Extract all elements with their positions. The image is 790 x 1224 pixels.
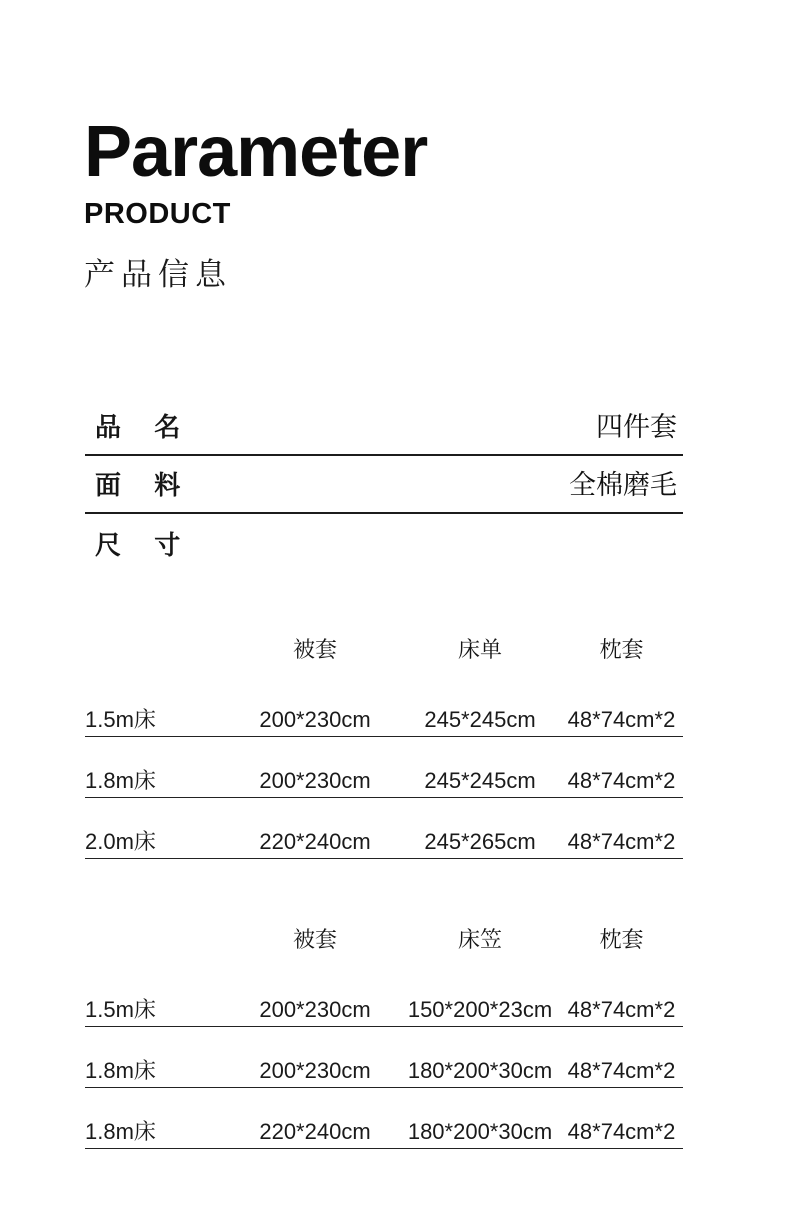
table-row [85,1088,683,1149]
fitted-sheet-size: 180*200*30cm [407,1058,553,1083]
info-label: 品 名 [95,412,181,442]
column-header-duvet-cover: 被套 [292,637,337,662]
row-label: 1.8m床 [85,768,156,793]
row-label: 1.8m床 [85,1119,156,1144]
table-row [85,954,683,1027]
page-title: Parameter [84,112,428,192]
info-row-fabric [85,456,683,514]
duvet-cover-size: 200*230cm [259,1058,371,1083]
fitted-sheet-size: 150*200*23cm [407,997,553,1022]
pillowcase-size: 48*74cm*2 [567,768,676,793]
pillowcase-size: 48*74cm*2 [567,997,676,1022]
info-value: 全棉磨毛 [569,470,677,500]
bed-sheet-size: 245*245cm [424,707,536,732]
pillowcase-size: 48*74cm*2 [567,1119,676,1144]
column-header-bed-sheet: 床单 [457,637,502,662]
heading-block [84,112,428,294]
pillowcase-size: 48*74cm*2 [567,829,676,854]
pillowcase-size: 48*74cm*2 [567,707,676,732]
row-label: 1.5m床 [85,997,156,1022]
product-info-table [85,402,683,562]
row-label: 2.0m床 [85,829,156,854]
row-label: 1.8m床 [85,1058,156,1083]
bed-sheet-size: 245*245cm [424,768,536,793]
table-row [85,798,683,859]
info-row-product-name [85,402,683,456]
column-header-duvet-cover: 被套 [292,927,337,952]
table-row [85,1027,683,1088]
duvet-cover-size: 200*230cm [259,768,371,793]
info-label: 面 料 [95,470,181,500]
info-label: 尺 寸 [95,530,181,560]
duvet-cover-size: 220*240cm [259,1119,371,1144]
table-row [85,664,683,737]
size-table-header [85,926,683,954]
info-value: 四件套 [596,412,677,442]
size-table-fitted-sheet [85,926,683,1149]
column-header-pillowcase: 枕套 [599,637,644,662]
duvet-cover-size: 200*230cm [259,997,371,1022]
duvet-cover-size: 220*240cm [259,829,371,854]
bed-sheet-size: 245*265cm [424,829,536,854]
column-header-fitted-sheet: 床笠 [457,927,502,952]
duvet-cover-size: 200*230cm [259,707,371,732]
page-subtitle-chinese: 产品信息 [84,257,232,292]
pillowcase-size: 48*74cm*2 [567,1058,676,1083]
fitted-sheet-size: 180*200*30cm [407,1119,553,1144]
page-subtitle: PRODUCT [84,198,231,230]
table-row [85,737,683,798]
size-table-flat-sheet [85,636,683,859]
row-label: 1.5m床 [85,707,156,732]
column-header-pillowcase: 枕套 [599,927,644,952]
info-row-size [85,514,683,562]
size-table-header [85,636,683,664]
